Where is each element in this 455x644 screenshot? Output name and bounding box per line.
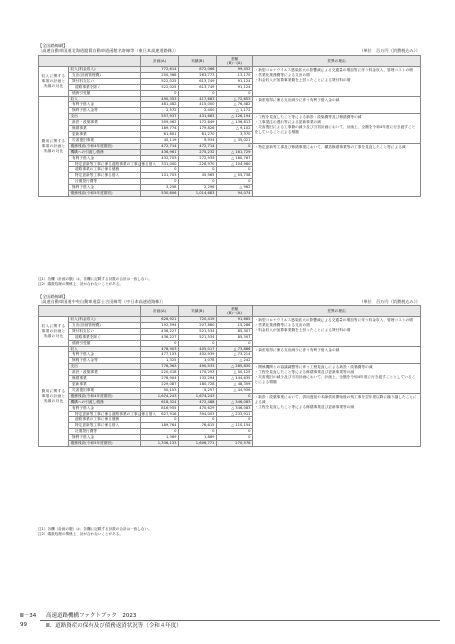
row-label: 支出 [69,114,141,120]
cell-diff: 0 [217,429,253,435]
cell-plan: 250,368 [141,72,179,78]
cell-plan: 0 [141,179,179,185]
cell-actual: 720,419 [179,317,217,323]
cell-actual: 1,014,683 [179,191,217,197]
row-label: 収入 [69,346,141,352]
cell-plan: 1,369 [141,435,179,441]
cell-actual: 490,533 [179,364,217,370]
footer-left-page-number: Ⅲ－34 [20,613,37,619]
cell-diff: △ 110,154 [217,423,253,429]
cell-actual: 394,003 [179,411,217,417]
cell-actual: 179,826 [179,126,217,132]
cell-diff: 0 [217,143,253,149]
row-label: 支出(計画管理費) [69,322,141,328]
row-label: 債務残高(令和4年度期首) [69,393,141,399]
cell-actual: 132,294 [179,376,217,382]
cell-plan: 490,353 [141,96,179,102]
cell-diff: 0 [217,340,253,346]
cell-plan: 432,703 [141,155,179,161]
cell-actual: 0 [179,417,217,423]
cell-diff: △ 72,653 [217,96,253,102]
cell-actual: 172,649 [179,120,217,126]
cell-plan: 101,703 [141,173,179,179]
cell-diff: 85,307 [217,334,253,340]
cell-diff: △ 104,980 [217,161,253,167]
cell-plan: 331,000 [141,161,179,167]
reason-cell-expense_a: ・資産取得に係る支出減少に伴う有利子借入金の減 [253,346,421,364]
cell-diff: △ 44,936 [217,387,253,393]
row-label: 特定更新等工事に係る借入 [69,173,141,179]
cell-diff: △ 76,482 [217,102,253,108]
row-label: 道路事業の工事に係る債務 [69,417,141,423]
cell-actual: 521,534 [179,334,217,340]
cell-diff: 91,665 [217,317,253,323]
footer-right-title: Ⅲ．道路資産の保有及び債務返済状況等（令和４年度） [46,623,182,629]
cell-diff: △ 285,830 [217,364,253,370]
cell-actual: 180,728 [179,381,217,387]
cell-actual: 76,615 [179,423,217,429]
group-label-expense: 費用に関する事項の計画と実績の対比 [39,346,69,446]
row-label: 無利子借入金 [69,185,141,191]
cell-actual: 415,000 [179,102,217,108]
cell-diff: 270,578 [217,441,253,447]
cell-diff: 94,074 [217,191,253,197]
cell-diff: △ 126,194 [217,114,253,120]
section2-notes [38,527,152,537]
section1-route-label: 〔高速自動車国道北海道縦貫自動車道函館名寄線等（東日本高速道路株）〕 [38,48,179,53]
header-plan: 計画(A) [141,306,179,317]
section1-note-2: 注2）端数処理の関係上、計が合わないことがある。 [38,282,123,286]
header-reason: 差異の理由 [253,306,421,317]
cell-plan: 309,462 [141,120,179,126]
group-label-expense: 費用に関する事項の計画と実績の対比 [39,96,69,196]
row-label: 災害復旧事業 [69,387,141,393]
reason-cell-expense_c: ・新設・改築事業において、供用遅延や本線供用開始後の残工事を翌年度以降に繰り越したことによる減 ・工程を見直したこと等による修繕事業及び更新事業等の減 [253,393,421,446]
group-label-income: 収入に関する事項の計画と実績の対比 [39,67,69,97]
cell-actual: 226,970 [179,161,217,167]
row-label: 特定更新等工事に係る道路事業の工事に係る借入 [69,411,141,417]
cell-plan: 0 [141,417,179,423]
cell-actual: 45,965 [179,173,217,179]
footer-right-page-number: 99 [20,622,27,628]
header-blank [39,56,141,67]
header-plan: 計画(A) [141,56,179,67]
section2-unit: （単位 百万円（消費税込み）） [359,299,420,304]
cell-plan: 522,025 [141,78,179,84]
reason-cell-expense_b: ・関係機関との協議調整等に伴う工程見直しによる新設・改築費等の減 ・工程を見直したこと等による修繕事業及び更新事業等の減 ・災害復旧の減少及び当初計画において、計画上、全額を令和4年度に行き渡すこととしていることによる増額 [253,364,421,394]
cell-plan: 816,955 [141,405,179,411]
cell-diff: △ 9,102 [217,126,253,132]
reason-cell-income: ・新型コロナウイルス感染拡大の影響減による交通量の増加等に伴う料金収入、管理コストの増 ・営業化業務費等による支出の増 ・料金収入が加算事業費を上回ったことによる貸付料の増 [253,317,421,347]
row-label: 収入(料金収入) [69,317,141,323]
cell-plan: 627,916 [141,411,179,417]
cell-diff: 91,124 [217,78,253,84]
cell-diff: △ 73,886 [217,346,253,352]
cell-plan: 626,921 [141,317,179,323]
row-label: 社債発行費等 [69,179,141,185]
cell-diff: 0 [217,179,253,185]
row-label: 貸付料支払い [69,78,141,84]
section1-unit: （単位 百万円（消費税込み）） [359,48,420,53]
cell-actual: 2,296 [179,185,217,191]
cell-diff: △ 346,083 [217,399,253,405]
cell-actual: 0 [179,167,217,173]
row-label: 更新事業 [69,131,141,137]
cell-plan: 477,153 [141,352,179,358]
row-label: 債務残高(令和4年度期首) [69,143,141,149]
row-label: 道路事業の工事に係る債務 [69,167,141,173]
cell-plan: 436,227 [141,334,179,340]
cell-plan: 772,614 [141,67,179,73]
cell-diff: 13,170 [217,72,253,78]
cell-diff: △ 55,738 [217,173,253,179]
row-label: 修繕事業 [69,126,141,132]
table-header-row [39,306,421,317]
row-label: 新設・改築事業 [69,370,141,376]
row-label: 機構への引渡し債務 [69,399,141,405]
section1-network-label: 【全国路線網】 [38,43,68,48]
cell-actual: 402,939 [179,352,217,358]
row-label: 修繕事業 [69,376,141,382]
footer-divider [40,620,440,621]
row-label: 無利子借入金 [69,435,141,441]
row-label: 新設・改築事業 [69,120,141,126]
cell-actual: 263,773 [179,72,217,78]
cell-plan: 2,572 [141,108,179,114]
cell-plan: 0 [141,167,179,173]
reason-cell-expense_c: ・特定更新等工事及び修繕事業において、構造修繕事業等の工事を見直したこと等による減 [253,143,421,196]
row-label: 有利子借入金 [69,352,141,358]
cell-plan: 478,903 [141,346,179,352]
row-label: 道路事業を除く [69,84,141,90]
header-diff: 差額 (B)－(A) [217,306,253,317]
cell-actual: 613,749 [179,84,217,90]
section1-notes [38,277,152,287]
cell-actual: 0 [179,179,217,185]
table-header-row [39,56,421,67]
cell-actual: 2,400 [179,108,217,114]
row-label: 債務引受額 [69,90,141,96]
header-actual: 実績(B) [179,306,217,317]
cell-plan: 481,482 [141,102,179,108]
cell-actual: 1,674,243 [179,393,217,399]
cell-actual: 207,880 [179,322,217,328]
row-label: 有利子借入金 [69,102,141,108]
cell-plan: 1,674,243 [141,393,179,399]
group-label-income: 収入に関する事項の計画と実績の対比 [39,317,69,347]
reason-cell-expense_a: ・資産取得に係る支出減少に伴う有利子借入金の減 [253,96,421,114]
row-label: 特定更新等工事に係る借入 [69,423,141,429]
section2-network-label: 【全国路線網】 [38,294,68,299]
cell-plan: 192,594 [141,322,179,328]
cell-diff: △ 346,083 [217,405,253,411]
cell-actual: 872,066 [179,67,217,73]
cell-plan: 776,363 [141,364,179,370]
cell-diff: △ 1,172 [217,108,253,114]
page-footer [20,610,440,630]
row-label: 更新事業 [69,381,141,387]
row-label: 支出 [69,364,141,370]
cell-diff: △ 962 [217,185,253,191]
cell-diff: △ 35,021 [217,137,253,143]
row-label: 債務引受額 [69,340,141,346]
cell-actual: 472,714 [179,143,217,149]
section2-note-2: 注2）端数処理の関係上、計が合わないことがある。 [38,532,123,536]
cell-plan: 45,119 [141,137,179,143]
cell-diff: △ 50,125 [217,370,253,376]
cell-actual: 81,270 [179,131,217,137]
section1-note-1: 注1）各欄（計画の額）は、各欄に記載する計数の合計は一致しない。 [38,277,152,281]
cell-diff: 99,452 [217,67,253,73]
cell-plan: 436,227 [141,328,179,334]
cell-plan: 557,937 [141,114,179,120]
cell-diff: 0 [217,417,253,423]
cell-plan: 3,258 [141,185,179,191]
row-label: 債務残高(令和5年度期首) [69,191,141,197]
cell-diff: △ 233,911 [217,411,253,417]
cell-diff: 0 [217,90,253,96]
section2-table [38,305,421,447]
section2-label [38,294,166,304]
cell-actual: 521,534 [179,328,217,334]
reason-cell-expense_b: ・工程を見直したこと等による新設・改築費等及び修繕費等の減 ・工事発注の遅れ等による更新事業の減 ・災害復旧による工事費の減少及び当初計画において、計画上、全額を令和4年度に行き渡すことをしていることによる増額 [253,114,421,144]
cell-plan: 189,764 [141,423,179,429]
row-label: 道路事業を除く [69,334,141,340]
cell-actual: 431,663 [179,114,217,120]
cell-diff: △ 144,635 [217,376,253,382]
row-label: 貸付料支払い [69,328,141,334]
cell-diff: △ 136,813 [217,120,253,126]
header-actual: 実績(B) [179,56,217,67]
row-label: 無利子借入金等 [69,108,141,114]
cell-diff: 91,124 [217,84,253,90]
cell-diff: △ 160,767 [217,155,253,161]
cell-plan: 618,324 [141,399,179,405]
row-label: 収入(料金収入) [69,67,141,73]
row-label: 社債発行費等 [69,429,141,435]
row-label: 債務残高(令和5年度期首) [69,441,141,447]
cell-plan: 436,961 [141,149,179,155]
cell-diff: 85,307 [217,328,253,334]
cell-actual: 1,869 [179,435,217,441]
cell-diff: 15,286 [217,322,253,328]
row-label: 有利子借入金 [69,405,141,411]
cell-actual: 417,683 [179,96,217,102]
cell-diff: 0 [217,393,253,399]
cell-diff: 0 [217,167,253,173]
cell-actual: 405,017 [179,346,217,352]
cell-actual: 170,293 [179,370,217,376]
row-label: 無利子借入金等 [69,358,141,364]
cell-actual: 9,934 [179,137,217,143]
cell-plan: 61,601 [141,131,179,137]
cell-actual: 613,749 [179,78,217,84]
cell-plan: 522,025 [141,84,179,90]
cell-plan: 0 [141,429,179,435]
cell-actual: 5,257 [179,387,217,393]
cell-diff: △ 242 [217,358,253,364]
cell-plan: 1,325 [141,358,179,364]
row-label: 支出(計画管理費) [69,72,141,78]
cell-plan: 229,087 [141,381,179,387]
cell-diff: 0 [217,435,253,441]
section2-note-1: 注1）各欄（計画の額）は、各欄に記載する計数の合計は一致しない。 [38,527,152,531]
cell-actual: 1,606,771 [179,441,217,447]
cell-diff: △ 161,729 [217,149,253,155]
cell-plan: 530,806 [141,191,179,197]
header-reason: 差異の理由 [253,56,421,67]
footer-row-1 [20,610,440,620]
cell-actual: 272,935 [179,155,217,161]
cell-actual: 0 [179,429,217,435]
row-label: 有利子借入金 [69,155,141,161]
row-label: 災害復旧事業 [69,137,141,143]
cell-actual: 275,232 [179,149,217,155]
footer-left-title: 高速道路機構ファクトブック 2023 [46,613,137,619]
cell-diff: △ 73,214 [217,352,253,358]
row-label: 収入 [69,96,141,102]
cell-plan: 0 [141,90,179,96]
cell-plan: 1,336,133 [141,441,179,447]
footer-row-2 [20,620,440,630]
reason-cell-income: ・新型コロナウイルス感染拡大の影響減による交通量の増加等に伴う料金収入、管理コストの増 ・営業化業務費等による支出の増 ・料金収入が加算事業費を上回ったことによる貸付料の増 [253,67,421,97]
cell-plan: 0 [141,340,179,346]
cell-diff: △ 48,359 [217,381,253,387]
cell-plan: 189,774 [141,126,179,132]
cell-plan: 220,418 [141,370,179,376]
row-label: 特定更新等工事に係る道路事業の工事に係る借入 [69,161,141,167]
header-diff: 差額 (B)－(A) [217,56,253,67]
cell-actual: 1,078 [179,358,217,364]
section1-table [38,55,421,197]
cell-diff: 3,370 [217,131,253,137]
header-blank [39,306,141,317]
cell-actual: 0 [179,90,217,96]
row-label: 機構への引渡し債務 [69,149,141,155]
section1-label [38,43,178,53]
cell-plan: 50,153 [141,387,179,393]
cell-actual: 472,488 [179,399,217,405]
section2-route-label: 〔高速自動車国道中央自動車道富士吉田線等（中日本高速道路株）〕 [38,299,166,304]
cell-plan: 472,714 [141,143,179,149]
cell-plan: 276,904 [141,376,179,382]
cell-actual: 470,629 [179,405,217,411]
cell-actual: 0 [179,340,217,346]
